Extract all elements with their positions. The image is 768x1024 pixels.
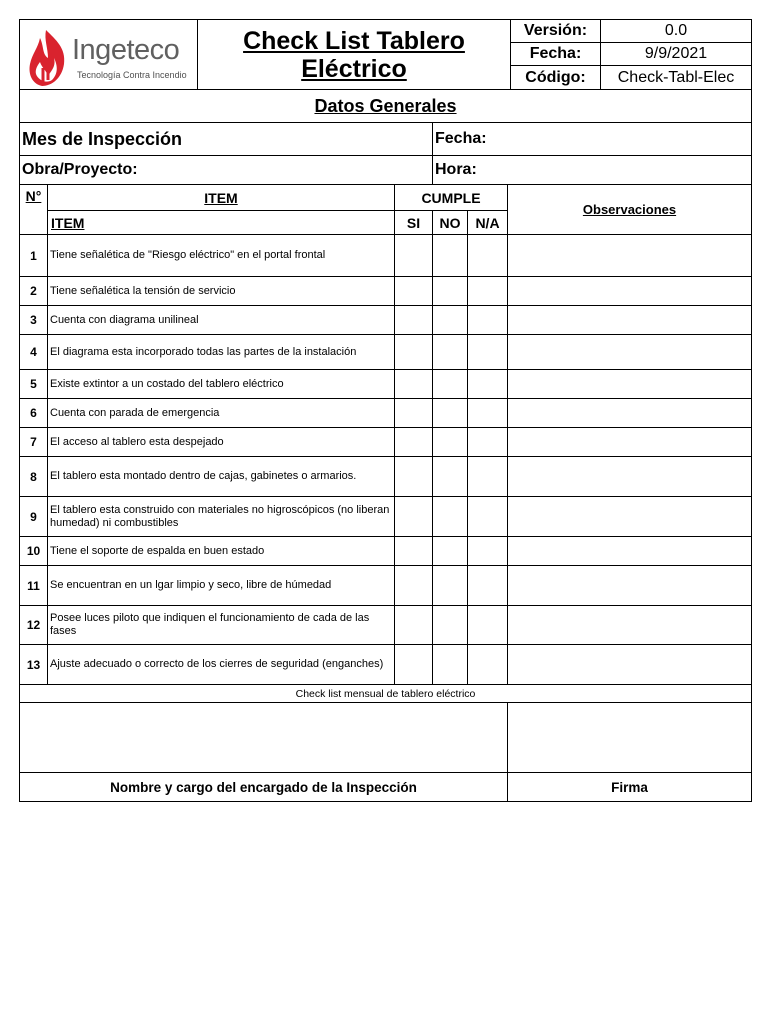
checklist-rows [20, 235, 752, 685]
row-no-checkbox[interactable] [433, 645, 468, 685]
project-label: Obra/Proyecto: [22, 161, 138, 178]
title-line-2: Eléctrico [301, 54, 407, 83]
table-row [20, 497, 752, 537]
table-row [20, 306, 752, 335]
row-item-text: Tiene señalética de "Riesgo eléctrico" en el portal frontal [48, 235, 395, 277]
header-table [19, 19, 752, 90]
table-row [20, 566, 752, 606]
row-si-checkbox[interactable] [395, 537, 433, 566]
company-logo [26, 28, 196, 84]
general-date-label: Fecha: [435, 130, 487, 147]
row-item-text: Tiene señalética la tensión de servicio [48, 277, 395, 306]
row-number: 13 [20, 645, 48, 685]
document-title [198, 20, 511, 90]
row-si-checkbox[interactable] [395, 566, 433, 606]
row-na-checkbox[interactable] [468, 335, 508, 370]
col-cumple-header: CUMPLE [395, 185, 508, 211]
table-row [20, 428, 752, 457]
row-no-checkbox[interactable] [433, 399, 468, 428]
row-observation-field[interactable] [508, 306, 752, 335]
row-na-checkbox[interactable] [468, 457, 508, 497]
code-label: Código: [511, 66, 601, 90]
row-number: 10 [20, 537, 48, 566]
logo-name: Ingeteco [72, 34, 180, 66]
table-row [20, 606, 752, 645]
row-no-checkbox[interactable] [433, 606, 468, 645]
row-observation-field[interactable] [508, 457, 752, 497]
row-na-checkbox[interactable] [468, 235, 508, 277]
row-number: 2 [20, 277, 48, 306]
date-value: 9/9/2021 [601, 43, 752, 66]
row-na-checkbox[interactable] [468, 566, 508, 606]
row-item-text: Existe extintor a un costado del tablero eléctrico [48, 370, 395, 399]
row-item-text: Cuenta con diagrama unilineal [48, 306, 395, 335]
row-number: 1 [20, 235, 48, 277]
row-si-checkbox[interactable] [395, 335, 433, 370]
row-observation-field[interactable] [508, 606, 752, 645]
row-observation-field[interactable] [508, 428, 752, 457]
row-item-text: Posee luces piloto que indiquen el funcionamiento de cada de las fases [48, 606, 395, 645]
row-no-checkbox[interactable] [433, 335, 468, 370]
table-row [20, 399, 752, 428]
col-observations-header: Observaciones [508, 185, 752, 235]
row-na-checkbox[interactable] [468, 399, 508, 428]
col-si-header: SI [395, 211, 433, 235]
row-si-checkbox[interactable] [395, 428, 433, 457]
row-item-text: El tablero esta construido con materiales no higroscópicos (no liberan humedad) ni combustibles [48, 497, 395, 537]
row-na-checkbox[interactable] [468, 537, 508, 566]
row-na-checkbox[interactable] [468, 645, 508, 685]
date-label: Fecha: [511, 43, 601, 66]
row-item-text: Se encuentran en un lgar limpio y seco, libre de húmedad [48, 566, 395, 606]
col-no-header: NO [433, 211, 468, 235]
time-field[interactable] [433, 156, 752, 185]
row-no-checkbox[interactable] [433, 566, 468, 606]
version-label: Versión: [511, 20, 601, 43]
table-row [20, 457, 752, 497]
table-row [20, 277, 752, 306]
col-number-header: N° [20, 185, 48, 235]
signature-field[interactable] [508, 703, 752, 773]
row-observation-field[interactable] [508, 566, 752, 606]
row-observation-field[interactable] [508, 370, 752, 399]
general-data-title: Datos Generales [20, 90, 752, 123]
row-number: 8 [20, 457, 48, 497]
row-si-checkbox[interactable] [395, 457, 433, 497]
row-item-text: Tiene el soporte de espalda en buen estado [48, 537, 395, 566]
table-row [20, 335, 752, 370]
row-item-text: Cuenta con parada de emergencia [48, 399, 395, 428]
row-si-checkbox[interactable] [395, 235, 433, 277]
logo-cell [20, 20, 198, 90]
project-field[interactable] [20, 156, 433, 185]
row-number: 5 [20, 370, 48, 399]
row-item-text: El acceso al tablero esta despejado [48, 428, 395, 457]
inspection-month-label: Mes de Inspección [22, 128, 183, 149]
flame-icon [26, 28, 70, 88]
row-na-checkbox[interactable] [468, 606, 508, 645]
row-na-checkbox[interactable] [468, 497, 508, 537]
row-si-checkbox[interactable] [395, 497, 433, 537]
row-no-checkbox[interactable] [433, 457, 468, 497]
col-na-header: N/A [468, 211, 508, 235]
row-no-checkbox[interactable] [433, 370, 468, 399]
row-no-checkbox[interactable] [433, 537, 468, 566]
row-observation-field[interactable] [508, 335, 752, 370]
time-label: Hora: [435, 161, 477, 178]
row-si-checkbox[interactable] [395, 606, 433, 645]
row-si-checkbox[interactable] [395, 306, 433, 335]
row-number: 4 [20, 335, 48, 370]
footer-note: Check list mensual de tablero eléctrico [20, 685, 752, 703]
row-si-checkbox[interactable] [395, 645, 433, 685]
code-value: Check-Tabl-Elec [601, 66, 752, 90]
inspector-name-label: Nombre y cargo del encargado de la Inspección [20, 773, 508, 802]
row-observation-field[interactable] [508, 277, 752, 306]
row-number: 3 [20, 306, 48, 335]
table-row [20, 537, 752, 566]
row-item-text: El tablero esta montado dentro de cajas, gabinetes o armarios. [48, 457, 395, 497]
row-observation-field[interactable] [508, 645, 752, 685]
row-na-checkbox[interactable] [468, 306, 508, 335]
row-na-checkbox[interactable] [468, 370, 508, 399]
version-value: 0.0 [601, 20, 752, 43]
logo-tagline: Tecnología Contra Incendio [77, 70, 187, 80]
row-no-checkbox[interactable] [433, 497, 468, 537]
row-number: 7 [20, 428, 48, 457]
row-si-checkbox[interactable] [395, 277, 433, 306]
row-item-text: Ajuste adecuado o correcto de los cierres de seguridad (enganches) [48, 645, 395, 685]
table-row [20, 235, 752, 277]
row-no-checkbox[interactable] [433, 306, 468, 335]
title-line-1: Check List Tablero [243, 26, 465, 55]
row-no-checkbox[interactable] [433, 428, 468, 457]
row-number: 12 [20, 606, 48, 645]
inspection-month-field[interactable] [20, 123, 433, 156]
row-number: 11 [20, 566, 48, 606]
row-no-checkbox[interactable] [433, 235, 468, 277]
checklist-table [19, 89, 752, 802]
general-date-field[interactable] [433, 123, 752, 156]
row-observation-field[interactable] [508, 235, 752, 277]
inspector-name-field[interactable] [20, 703, 508, 773]
table-row [20, 370, 752, 399]
signature-label: Firma [508, 773, 752, 802]
row-number: 9 [20, 497, 48, 537]
row-observation-field[interactable] [508, 537, 752, 566]
row-na-checkbox[interactable] [468, 428, 508, 457]
row-si-checkbox[interactable] [395, 399, 433, 428]
row-no-checkbox[interactable] [433, 277, 468, 306]
row-observation-field[interactable] [508, 399, 752, 428]
row-na-checkbox[interactable] [468, 277, 508, 306]
row-observation-field[interactable] [508, 497, 752, 537]
row-number: 6 [20, 399, 48, 428]
col-item-subheader: ITEM [48, 211, 395, 235]
table-row [20, 645, 752, 685]
row-si-checkbox[interactable] [395, 370, 433, 399]
col-item-header: ITEM [48, 185, 395, 211]
row-item-text: El diagrama esta incorporado todas las partes de la instalación [48, 335, 395, 370]
checklist-sheet [19, 19, 751, 802]
